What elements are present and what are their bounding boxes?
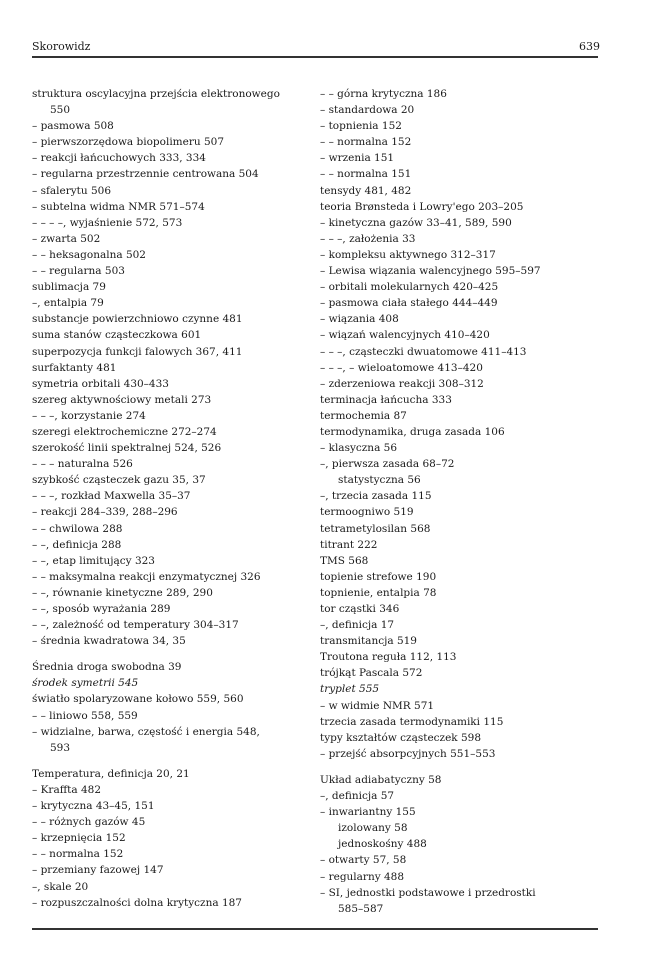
index-entry: – pierwszorzędowa biopolimeru 507 [32, 136, 225, 149]
index-entry: – reakcji łańcuchowych 333, 334 [32, 152, 206, 165]
index-entry: jednoskośny 488 [338, 838, 427, 851]
index-entry: – –, etap limitujący 323 [32, 554, 155, 567]
index-entry: – zderzeniowa reakcji 308–312 [320, 377, 484, 390]
index-entry: – rozpuszczalności dolna krytyczna 187 [32, 896, 242, 909]
index-entry: – pasmowa 508 [32, 120, 114, 133]
index-entry: – SI, jednostki podstawowe i przedrostki [320, 886, 536, 899]
page-number: 639 [579, 40, 600, 53]
section-gap [320, 762, 608, 772]
index-entry: – krytyczna 43–45, 151 [32, 800, 155, 813]
index-entry: – –, sposób wyrażania 289 [32, 603, 171, 615]
index-entry: – regularny 488 [320, 870, 405, 883]
index-entry: – kompleksu aktywnego 312–317 [320, 248, 496, 261]
index-entry: światło spolaryzowane kołowo 559, 560 [32, 693, 244, 706]
index-entry: – – chwilowa 288 [32, 522, 123, 535]
index-entry: – wiązania 408 [320, 313, 399, 326]
index-entry: – – liniowo 558, 559 [32, 709, 138, 722]
index-entry: – topnienia 152 [320, 120, 402, 133]
index-entry: szybkość cząsteczek gazu 35, 37 [32, 474, 206, 487]
index-entry: izolowany 58 [338, 822, 408, 835]
index-entry: – – –, – wieloatomowe 413–420 [320, 361, 483, 374]
index-column-left [32, 86, 320, 911]
index-entry: – – maksymalna reakcji enzymatycznej 326 [32, 570, 261, 583]
index-entry: – widzialne, barwa, częstość i energia 548, [32, 725, 260, 738]
index-entry: tryplet 555 [320, 683, 380, 696]
index-entry: topnienie, entalpia 78 [320, 586, 437, 599]
index-entry: statystyczna 56 [338, 474, 421, 487]
index-entry: – subtelna widma NMR 571–574 [32, 200, 205, 213]
index-entry: superpozycja funkcji falowych 367, 411 [32, 345, 243, 358]
index-entry: – otwarty 57, 58 [320, 854, 407, 867]
index-entry: – standardowa 20 [320, 104, 415, 117]
index-entry: – – normalna 152 [32, 848, 124, 861]
index-entry: – – – naturalna 526 [32, 458, 133, 471]
index-entry: Temperatura, definicja 20, 21 [32, 767, 190, 780]
index-entry: suma stanów cząsteczkowa 601 [32, 329, 202, 342]
index-entry: – pasmowa ciała stałego 444–449 [320, 297, 498, 310]
index-entry: trzecia zasada termodynamiki 115 [320, 715, 504, 728]
index-entry: – –, równanie kinetyczne 289, 290 [32, 586, 213, 599]
index-entry: – –, zależność od temperatury 304–317 [32, 619, 239, 632]
index-entry: –, entalpia 79 [32, 297, 104, 310]
index-entry: – – –, cząsteczki dwuatomowe 411–413 [320, 345, 527, 358]
index-entry: sublimacja 79 [32, 281, 106, 294]
index-entry: Troutona reguła 112, 113 [320, 651, 457, 664]
index-entry: – – –, korzystanie 274 [32, 409, 146, 422]
index-entry: – wiązań walencyjnych 410–420 [320, 329, 490, 342]
index-entry: – – –, rozkład Maxwella 35–37 [32, 490, 191, 503]
index-entry: – kinetyczna gazów 33–41, 589, 590 [320, 216, 512, 229]
index-entry: środek symetrii 545 [32, 677, 139, 690]
index-entry: 585–587 [338, 902, 384, 915]
index-entry: transmitancja 519 [320, 635, 417, 648]
index-entry: – – normalna 151 [320, 168, 412, 181]
index-entry: szeregi elektrochemiczne 272–274 [32, 425, 217, 438]
index-entry: – inwariantny 155 [320, 806, 416, 819]
index-entry: – w widmie NMR 571 [320, 699, 435, 712]
index-entry: termoogniwo 519 [320, 506, 414, 519]
index-entry: – regularna przestrzennie centrowana 504 [32, 168, 259, 181]
index-entry: – orbitali molekularnych 420–425 [320, 281, 499, 294]
index-entry: – sfalerytu 506 [32, 184, 112, 197]
index-entry: – Kraffta 482 [32, 783, 102, 796]
index-entry: typy kształtów cząsteczek 598 [320, 731, 482, 744]
index-entry: surfaktanty 481 [32, 361, 117, 374]
index-entry: – – normalna 152 [320, 136, 412, 149]
index-entry: –, pierwsza zasada 68–72 [320, 458, 455, 471]
index-entry: – –, definicja 288 [32, 538, 122, 551]
index-entry: –, skale 20 [32, 880, 89, 893]
index-entry: –, trzecia zasada 115 [320, 490, 432, 503]
index-entry: – reakcji 284–339, 288–296 [32, 506, 178, 519]
section-gap [32, 756, 320, 766]
index-entry: szereg aktywnościowy metali 273 [32, 393, 212, 406]
index-entry: – – górna krytyczna 186 [320, 88, 447, 100]
index-entry: tor cząstki 346 [320, 603, 400, 615]
index-entry: – przejść absorpcyjnych 551–553 [320, 747, 496, 760]
index-entry: titrant 222 [320, 538, 378, 551]
index-entry: terminacja łańcucha 333 [320, 393, 452, 406]
index-entry: Układ adiabatyczny 58 [320, 773, 442, 786]
index-entry: – – – –, wyjaśnienie 572, 573 [32, 216, 183, 229]
index-entry: – wrzenia 151 [320, 152, 395, 165]
index-entry: – przemiany fazowej 147 [32, 864, 164, 877]
header-rule [32, 56, 598, 58]
index-entry: 593 [50, 741, 71, 754]
index-entry: topienie strefowe 190 [320, 570, 437, 583]
index-entry: – – regularna 503 [32, 265, 125, 278]
index-entry: 550 [50, 104, 71, 117]
index-entry: – średnia kwadratowa 34, 35 [32, 635, 186, 648]
index-entry: –, definicja 57 [320, 790, 395, 803]
index-entry: substancje powierzchniowo czynne 481 [32, 313, 243, 326]
index-entry: – klasyczna 56 [320, 442, 398, 455]
index-entry: – krzepnięcia 152 [32, 832, 126, 845]
index-entry: tetrametylosilan 568 [320, 522, 431, 535]
index-entry: Średnia droga swobodna 39 [32, 661, 182, 674]
index-entry: teoria Brønsteda i Lowry'ego 203–205 [320, 200, 524, 213]
section-gap [32, 649, 320, 659]
index-entry: –, definicja 17 [320, 619, 395, 632]
index-entry: – zwarta 502 [32, 232, 101, 245]
index-entry: szerokość linii spektralnej 524, 526 [32, 442, 222, 455]
index-entry: TMS 568 [320, 554, 369, 567]
index-entry: termodynamika, druga zasada 106 [320, 425, 505, 438]
index-entry: symetria orbitali 430–433 [32, 377, 169, 390]
index-entry: struktura oscylacyjna przejścia elektronowego [32, 88, 280, 100]
running-header-title: Skorowidz [32, 40, 91, 53]
index-entry: termochemia 87 [320, 409, 407, 422]
index-entry: – – –, założenia 33 [320, 232, 416, 245]
index-entry: – – heksagonalna 502 [32, 248, 146, 261]
index-entry: – – różnych gazów 45 [32, 816, 146, 829]
index-column-right [320, 86, 608, 917]
index-entry: trójkąt Pascala 572 [320, 667, 423, 680]
index-entry: tensydy 481, 482 [320, 184, 412, 197]
footer-rule [32, 928, 598, 930]
index-entry: – Lewisa wiązania walencyjnego 595–597 [320, 265, 541, 278]
